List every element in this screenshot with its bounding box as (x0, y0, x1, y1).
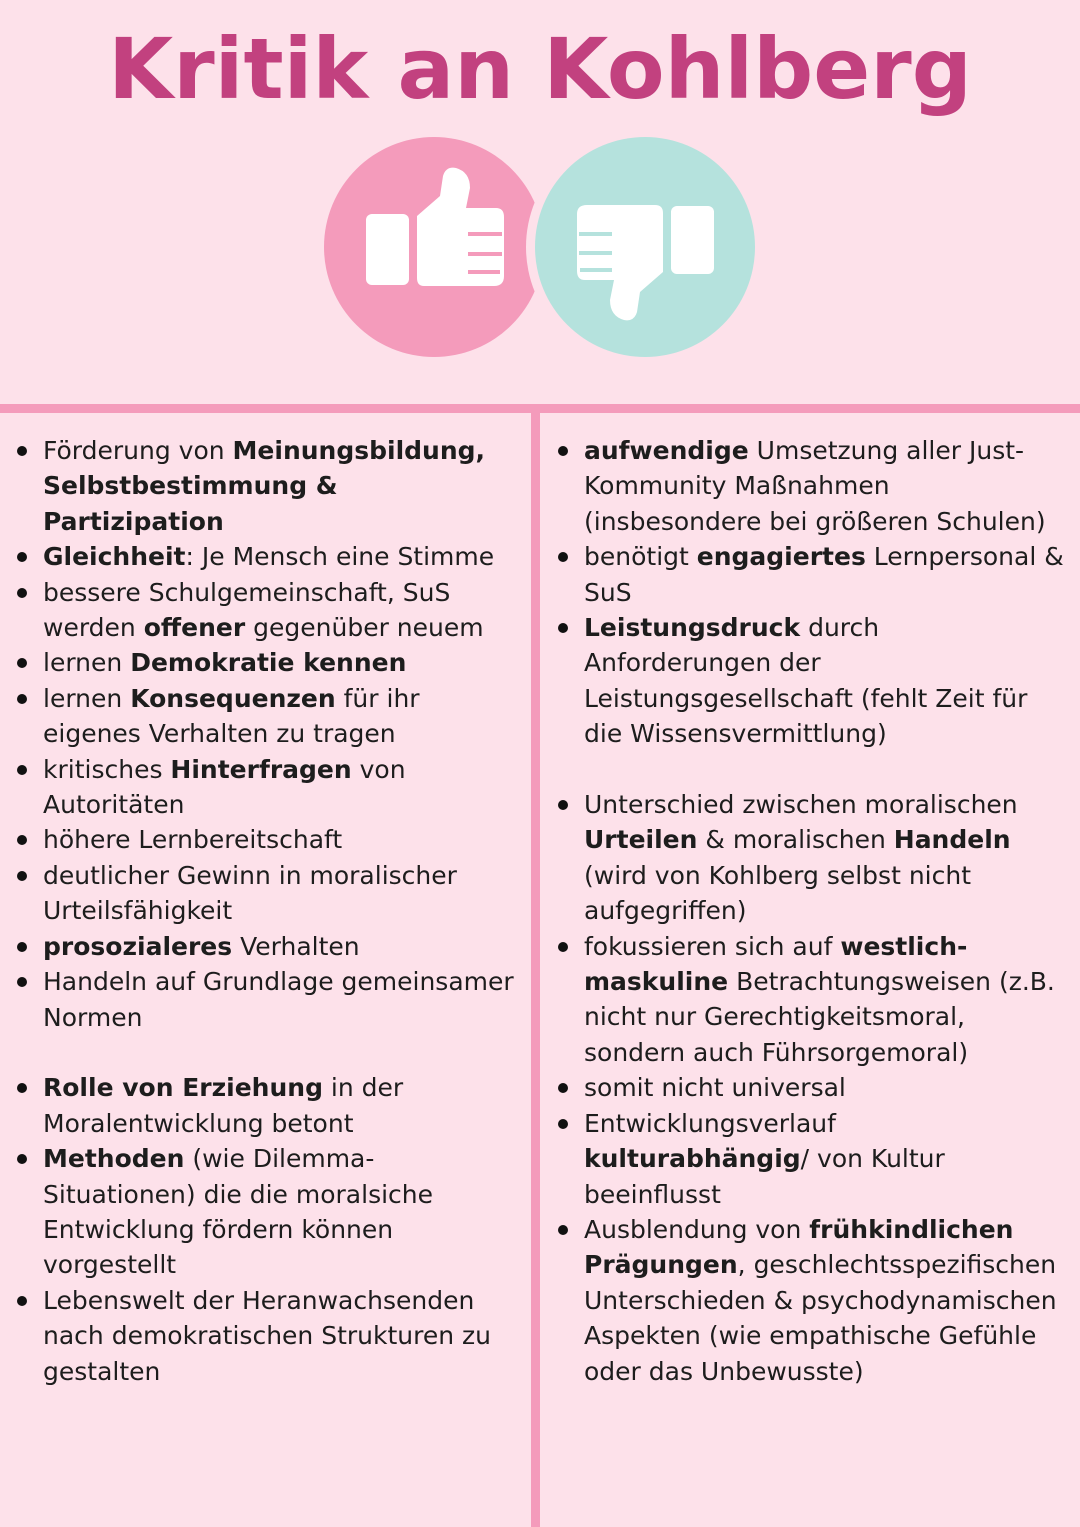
contra-item-emphasis: kulturabhängig (584, 1144, 801, 1174)
thumbs-up-icon (324, 137, 544, 357)
pro-item: Förderung von Meinungsbildung, Selbstbestimmung & Partizipation (14, 433, 524, 539)
contra-item-emphasis: Handeln (893, 825, 1011, 855)
contra-item: aufwendige Umsetzung aller Just-Kommunity Maßnahmen (insbesondere bei größeren Schulen) (555, 433, 1067, 539)
pro-item-emphasis: Konsequenzen (130, 683, 336, 713)
contra-list (555, 433, 1067, 1389)
contra-item-emphasis: engagiertes (696, 542, 866, 572)
pro-item: lernen Demokratie kennen (14, 645, 524, 680)
contra-item-emphasis: Urteilen (584, 825, 698, 855)
pro-item-emphasis: Hinterfragen (170, 754, 352, 784)
contra-item: benötigt engagiertes Lernpersonal & SuS (555, 539, 1067, 610)
pro-item-emphasis: Gleichheit (43, 542, 186, 572)
pro-item: bessere Schulgemeinschaft, SuS werden offener gegenüber neuem (14, 575, 524, 646)
contra-column (555, 433, 1067, 1389)
contra-item: Entwicklungsverlauf kulturabhängig/ von Kultur beeinflusst (555, 1106, 1067, 1212)
pro-item-emphasis: prosozialeres (43, 931, 233, 961)
pro-item: lernen Konsequenzen für ihr eigenes Verhalten zu tragen (14, 681, 524, 752)
pro-list (14, 433, 524, 1389)
pro-item: deutlicher Gewinn in moralischer Urteilsfähigkeit (14, 858, 524, 929)
pro-item: Handeln auf Grundlage gemeinsamer Normen (14, 964, 524, 1035)
contra-item-emphasis: frühkindlichen Prägungen (584, 1214, 1014, 1280)
contra-item-emphasis: aufwendige (584, 436, 749, 465)
contra-item: somit nicht universal (555, 1070, 1067, 1105)
pro-item: Rolle von Erziehung in der Moralentwicklung betont (14, 1070, 524, 1141)
horizontal-divider (0, 404, 1080, 413)
pro-item: Methoden (wie Dilemma-Situationen) die die moralsiche Entwicklung fördern können vorgestellt (14, 1141, 524, 1283)
pro-item: Lebenswelt der Heranwachsenden nach demokratischen Strukturen zu gestalten (14, 1283, 524, 1389)
icon-group (0, 136, 1080, 358)
thumbs-down-icon (535, 137, 755, 357)
pro-item: kritisches Hinterfragen von Autoritäten (14, 752, 524, 823)
pro-item: Gleichheit: Je Mensch eine Stimme (14, 539, 524, 574)
pro-item-emphasis: Rolle von Erziehung (43, 1073, 323, 1103)
pro-item-emphasis: Methoden (43, 1144, 185, 1174)
contra-item: Ausblendung von frühkindlichen Prägungen, geschlechtsspezifischen Unterschieden & psychodynamischen Aspekten (wie empathische Gefühle oder das Unbewusste) (555, 1212, 1067, 1389)
pro-item-emphasis: Meinungsbildung, Selbstbestimmung & Partizipation (43, 436, 486, 536)
pro-item-emphasis: Demokratie kennen (130, 648, 407, 678)
pro-item-emphasis: offener (143, 613, 246, 643)
contra-item: Unterschied zwischen moralischen Urteilen & moralischen Handeln (wird von Kohlberg selbst nicht aufgegriffen) (555, 787, 1067, 929)
contra-item-emphasis: westlich-maskuline (584, 931, 968, 997)
rating-icons (0, 136, 1080, 358)
contra-item: fokussieren sich auf westlich-maskuline Betrachtungsweisen (z.B. nicht nur Gerechtigkeitsmoral, sondern auch Führsorgemoral) (555, 929, 1067, 1071)
pro-column (14, 433, 524, 1389)
contra-item: Leistungsdruck durch Anforderungen der Leistungsgesellschaft (fehlt Zeit für die Wissensvermittlung) (555, 610, 1067, 752)
contra-item-emphasis: Leistungsdruck (584, 613, 801, 643)
pro-item: höhere Lernbereitschaft (14, 822, 524, 857)
vertical-divider (531, 413, 540, 1527)
page-title: Kritik an Kohlberg (108, 20, 972, 118)
pro-item: prosozialeres Verhalten (14, 929, 524, 964)
